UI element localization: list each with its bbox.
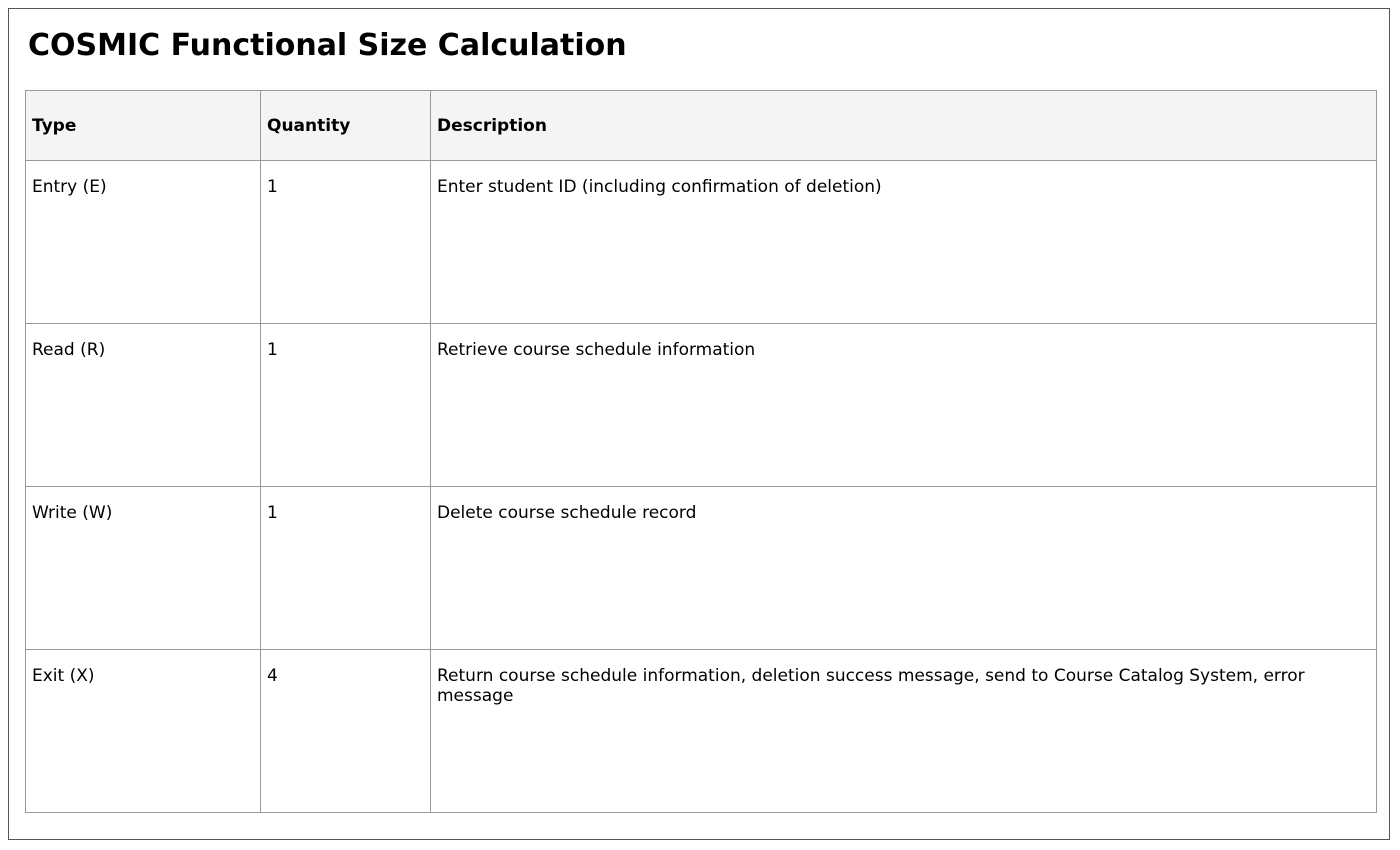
cell-description: Delete course schedule record xyxy=(431,487,1377,650)
table-row-read xyxy=(26,324,1377,487)
cell-type: Write (W) xyxy=(26,487,261,650)
cell-description: Return course schedule information, deletion success message, send to Course Catalog System, error message xyxy=(431,650,1377,813)
cosmic-size-table xyxy=(25,90,1377,813)
table-row-exit xyxy=(26,650,1377,813)
cell-type: Exit (X) xyxy=(26,650,261,813)
cell-quantity: 1 xyxy=(261,324,431,487)
cell-description: Retrieve course schedule information xyxy=(431,324,1377,487)
cell-quantity: 1 xyxy=(261,487,431,650)
cell-quantity: 1 xyxy=(261,161,431,324)
column-header-quantity: Quantity xyxy=(261,91,431,161)
cell-type: Read (R) xyxy=(26,324,261,487)
cell-type: Entry (E) xyxy=(26,161,261,324)
table-row-write xyxy=(26,487,1377,650)
table-row-entry xyxy=(26,161,1377,324)
cell-quantity: 4 xyxy=(261,650,431,813)
column-header-description: Description xyxy=(431,91,1377,161)
cell-description: Enter student ID (including confirmation of deletion) xyxy=(431,161,1377,324)
column-header-type: Type xyxy=(26,91,261,161)
page-title: COSMIC Functional Size Calculation xyxy=(28,28,627,63)
table-header-row xyxy=(26,91,1377,161)
